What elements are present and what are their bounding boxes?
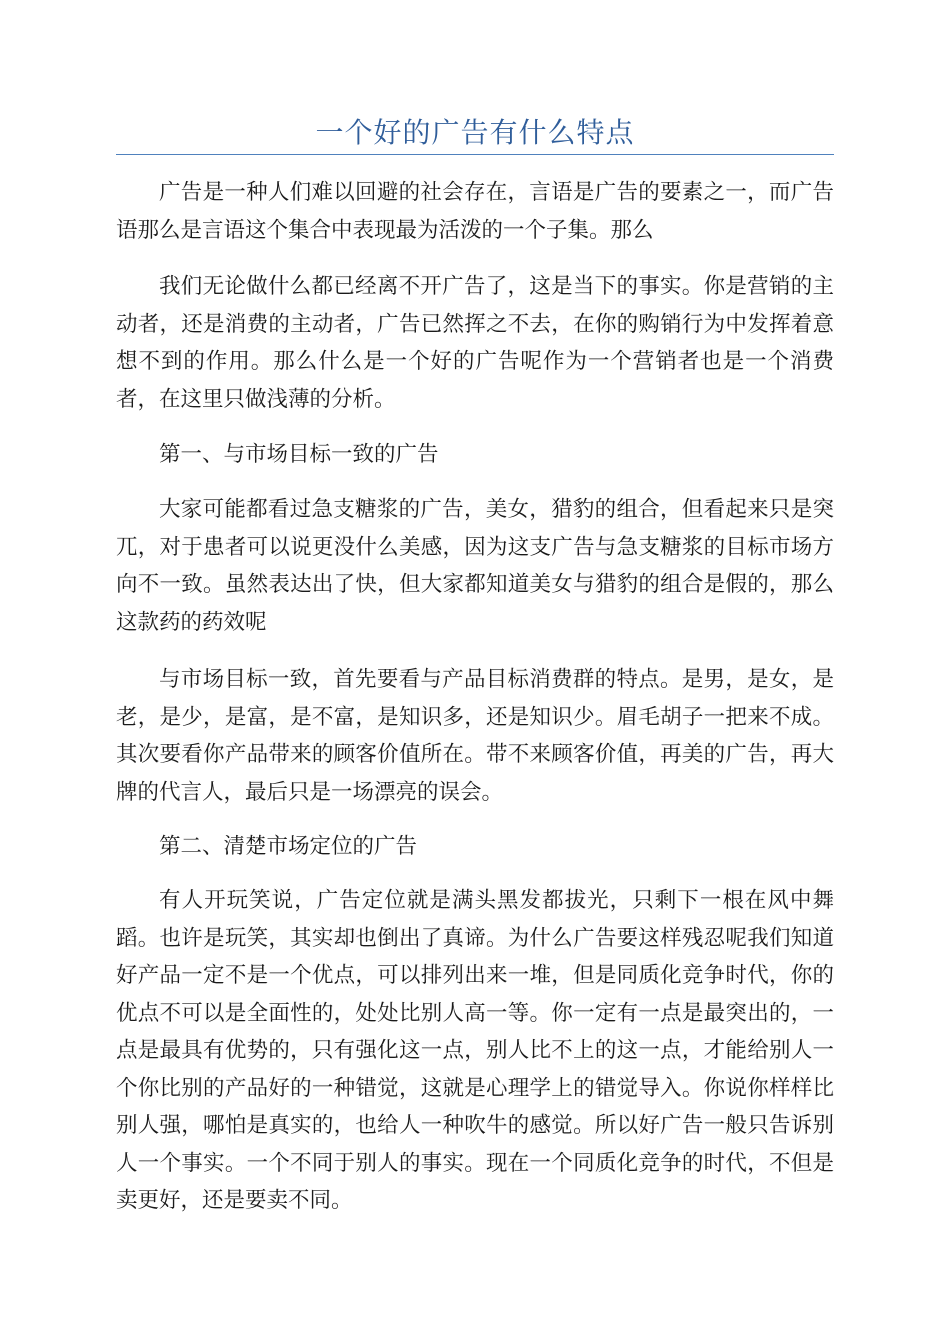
section-heading-2: 第二、清楚市场定位的广告 [159,834,418,859]
page-title: 一个好的广告有什么特点 [315,116,635,149]
paragraph-target-market: 与市场目标一致，首先要看与产品目标消费群的特点。是男，是女，是老，是少，是富，是不富，是知识多，还是知识少。眉毛胡子一把来不成。其次要看你产品带来的顾客价值所在。带不来顾客价值，再美的广告，再大牌的代言人，最后只是一场漂亮的误会。 [116,667,834,805]
paragraph-intro: 广告是一种人们难以回避的社会存在，言语是广告的要素之一，而广告语那么是言语这个集合中表现最为活泼的一个子集。那么 [116,180,834,243]
paragraph-context: 我们无论做什么都已经离不开广告了，这是当下的事实。你是营销的主动者，还是消费的主动者，广告已然挥之不去，在你的购销行为中发挥着意想不到的作用。那么什么是一个好的广告呢作为一个营销者也是一个消费者，在这里只做浅薄的分析。 [116,274,834,412]
section-heading-1: 第一、与市场目标一致的广告 [159,442,439,467]
paragraph-example: 大家可能都看过急支糖浆的广告，美女，猎豹的组合，但看起来只是突兀，对于患者可以说更没什么美感，因为这支广告与急支糖浆的目标市场方向不一致。虽然表达出了快，但大家都知道美女与猎豹的组合是假的，那么这款药的药效呢 [116,497,834,635]
title-underline [116,154,834,155]
paragraph-positioning: 有人开玩笑说，广告定位就是满头黑发都拔光，只剩下一根在风中舞蹈。也许是玩笑，其实却也倒出了真谛。为什么广告要这样残忍呢我们知道好产品一定不是一个优点，可以排列出来一堆，但是同质化竞争时代，你的优点不可以是全面性的，处处比别人高一等。你一定有一点是最突出的，一点是最具有优势的，只有强化这一点，别人比不上的这一点，才能给别人一个你比别的产品好的一种错觉，这就是心理学上的错觉导入。你说你样样比别人强，哪怕是真实的，也给人一种吹牛的感觉。所以好广告一般只告诉别人一个事实。一个不同于别人的事实。现在一个同质化竞争的时代，不但是卖更好，还是要卖不同。 [116,888,834,1213]
